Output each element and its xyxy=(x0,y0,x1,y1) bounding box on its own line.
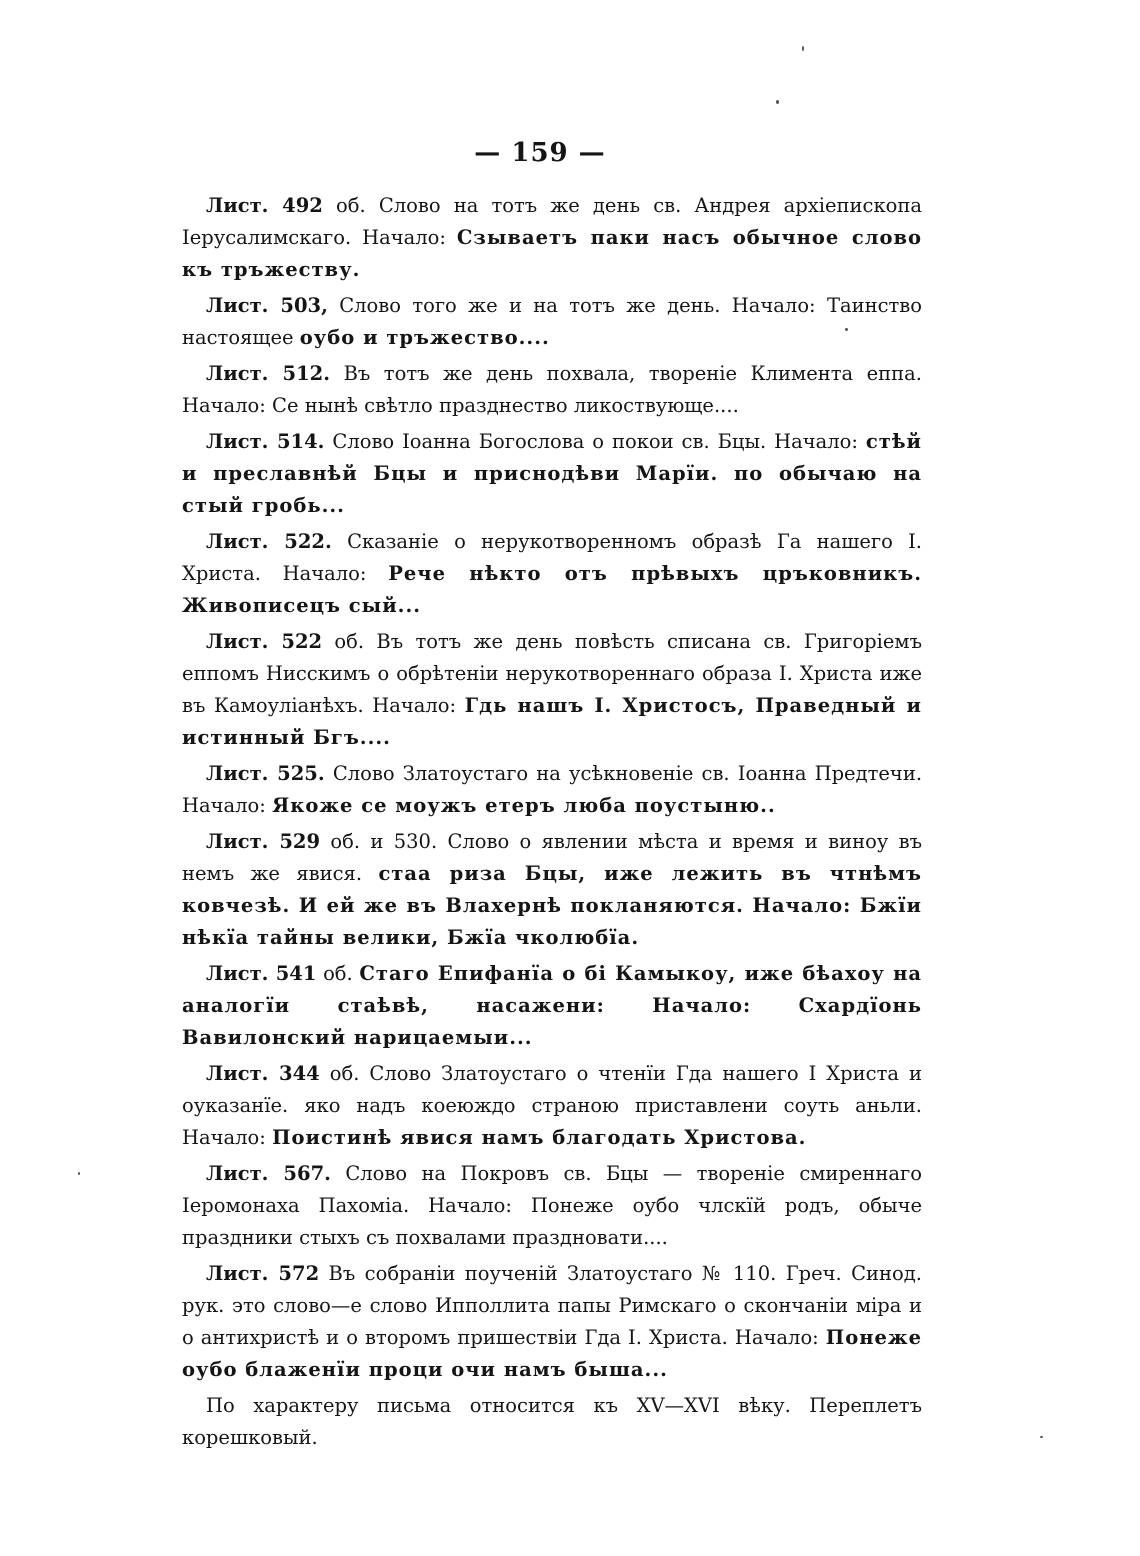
catalog-entry xyxy=(182,826,922,954)
catalog-entry xyxy=(182,358,922,422)
catalog-entry xyxy=(182,426,922,522)
scan-speck xyxy=(1040,1436,1043,1438)
slavonic-incipit: Сзываетъ паки насъ обычное слово къ тръжеству. xyxy=(182,226,923,281)
sheet-reference: Лист. 512. xyxy=(206,362,331,385)
sheet-reference: Лист. 503, xyxy=(206,294,328,317)
closing-note: По характеру письма относится къ XV—XVI вѣку. Переплетъ корешковый. xyxy=(182,1394,922,1449)
scan-speck xyxy=(776,100,779,104)
entry-text: Сказаніе о нерукотворенномъ образѣ Га нашего І. Христа. Начало: xyxy=(182,530,923,585)
entry-text: Слово Златоустаго на усѣкновеніе св. Іоанна Предтечи. Начало: xyxy=(182,762,923,817)
entry-text: Слово на Покровъ св. Бцы — твореніе смиреннаго Іеромонаха Пахоміа. Начало: Понеже оубо члскїй родъ, обыче праздники стыхъ съ похвалами праздновати.... xyxy=(182,1162,923,1249)
page-number: — 159 — xyxy=(474,138,606,168)
sheet-reference: Лист. 529 xyxy=(206,830,321,853)
entry-text: об. Слово на тотъ же день св. Андрея архіепископа Іерусалимскаго. Начало: xyxy=(182,194,922,249)
slavonic-incipit: оубо и тръжество.... xyxy=(299,326,550,349)
slavonic-incipit: Понеже оубо блаженїи проци очи намъ быша... xyxy=(182,1326,922,1381)
catalog-entry xyxy=(182,958,922,1054)
sheet-reference: Лист. 514. xyxy=(206,430,325,453)
sheet-reference: Лист. 344 xyxy=(206,1062,320,1085)
sheet-reference: Лист. 541 xyxy=(206,962,317,985)
entry-text: Слово Іоанна Богослова о покои св. Бцы. Начало: xyxy=(332,430,858,453)
catalog-entry xyxy=(182,1058,922,1154)
entry-text: об. и 530. Слово о явлении мѣста и время и виноу въ немъ же явися. xyxy=(182,830,923,885)
entry-text: об. Слово Златоустаго о чтенїи Гда нашего І Христа и оуказанїе. яко надъ коеюждо страною приставлени соуть аньли. Начало: xyxy=(182,1062,922,1149)
entry-text: об. Въ тотъ же день повѣсть списана св. Григоріемъ еппомъ Нисскимъ о обрѣтеніи нерукотвореннаго образа І. Христа иже въ Камоуліанѣхъ. Начало: xyxy=(182,630,922,717)
catalog-entry xyxy=(182,526,922,622)
entry-text: Въ тотъ же день похвала, твореніе Климента еппа. Начало: Се нынѣ свѣтло празднество ликоствующе.... xyxy=(182,362,923,417)
scan-speck xyxy=(845,328,848,331)
catalog-entry xyxy=(182,190,922,286)
sheet-reference: Лист. 492 xyxy=(206,194,323,217)
body-text xyxy=(182,190,922,1458)
sheet-reference: Лист. 525. xyxy=(206,762,325,785)
sheet-reference: Лист. 567. xyxy=(206,1162,331,1185)
slavonic-incipit: стаа риза Бцы, иже лежить въ чтнѣмъ ковчезѣ. И ей же въ Влахернѣ покланяются. Начало: Бжїи нѣкїа тайны велики, Бжїа чколюбїа. xyxy=(182,862,922,949)
catalog-entry xyxy=(182,1258,922,1386)
catalog-entry xyxy=(182,290,922,354)
sheet-reference: Лист. 572 xyxy=(206,1262,320,1285)
catalog-entry xyxy=(182,1158,922,1254)
slavonic-incipit: Поистинѣ явися намъ благодать Христова. xyxy=(272,1126,807,1149)
sheet-reference: Лист. 522 xyxy=(206,630,323,653)
entry-text: об. xyxy=(323,962,353,985)
slavonic-incipit: стѣй и преславнѣй Бцы и приснодѣви Марїи. по обычаю на стый гробь... xyxy=(182,430,923,517)
scan-speck xyxy=(78,1172,80,1175)
slavonic-incipit: Якоже се моужъ етеръ люба поустыню.. xyxy=(272,794,776,817)
sheet-reference: Лист. 522. xyxy=(206,530,332,553)
slavonic-incipit: Стаго Епифанїа о бі Камыкоу, иже бѣахоу на аналогїи стаѣвѣ, насажени: Начало: Схардїонь Вавилонский нарицаемыи... xyxy=(182,962,922,1049)
entry-text: Слово того же и на тотъ же день. Начало: Таинство настоящее xyxy=(182,294,923,349)
scan-speck xyxy=(802,46,804,51)
slavonic-incipit: Гдь нашъ І. Христосъ, Праведный и истинный Бгъ.... xyxy=(182,694,922,749)
entry-text: Въ собраніи поученій Златоустаго № 110. Греч. Синод. рук. это слово—е слово Ипполлита папы Римскаго о скончаніи міра и о антихристѣ и о второмъ пришествіи Гда І. Христа. Начало: xyxy=(182,1262,922,1349)
slavonic-incipit: Рече нѣкто отъ прѣвыхъ цръковникъ. Живописецъ сый... xyxy=(182,562,922,617)
catalog-entry xyxy=(182,758,922,822)
catalog-entry xyxy=(182,626,922,754)
